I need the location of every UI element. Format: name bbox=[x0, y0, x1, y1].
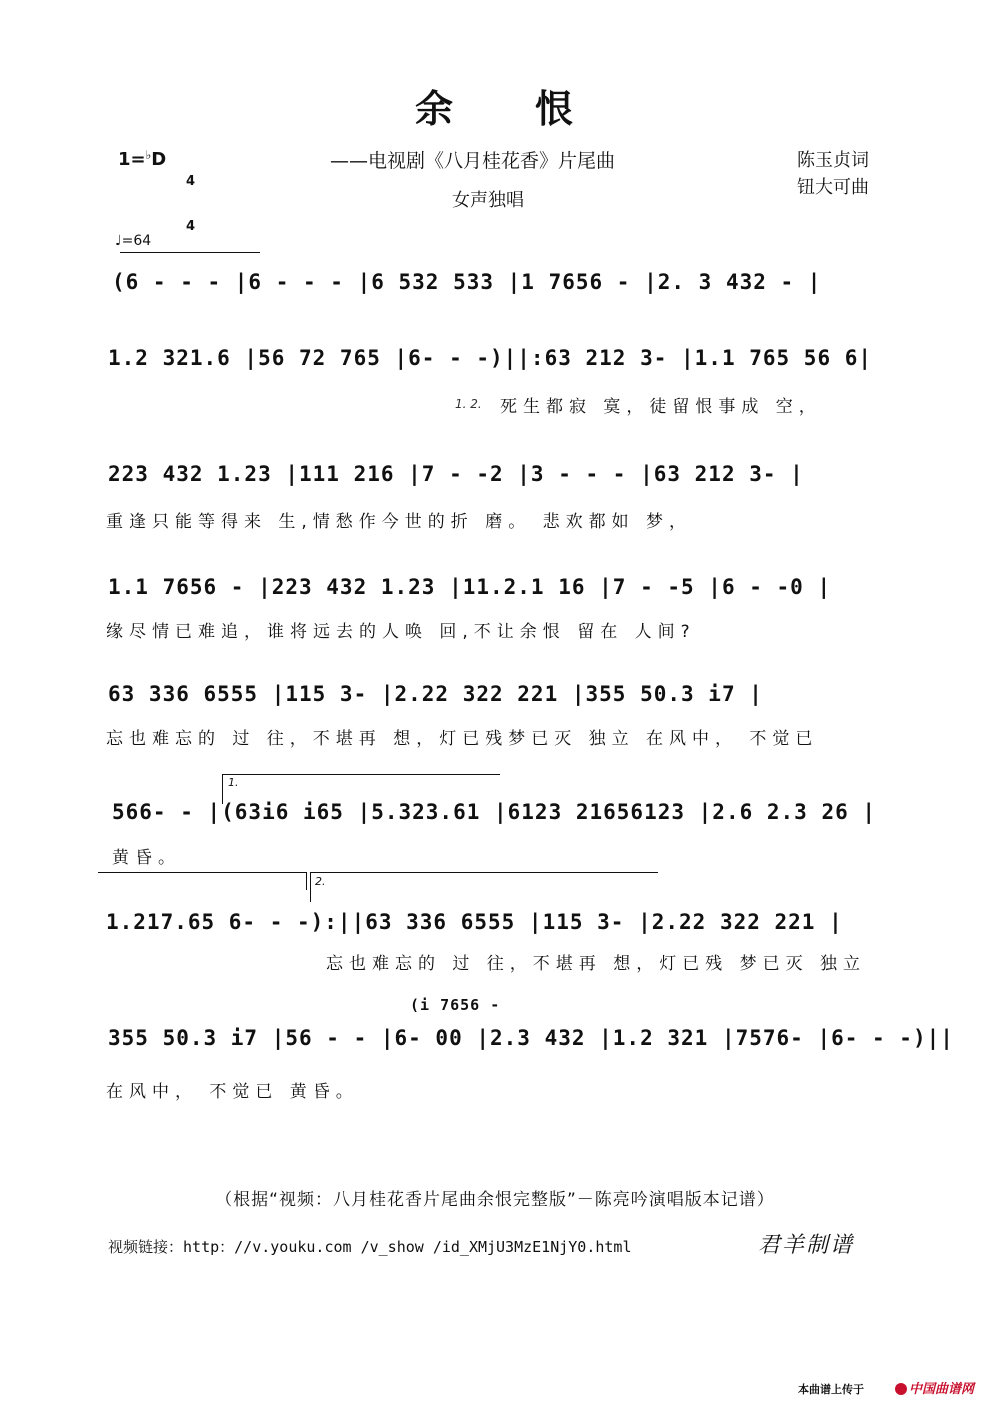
slur-line bbox=[120, 252, 260, 253]
score-line-3: 223 432 1.23 |111 216 |7 - -2 |3 - - - |63 212 3- | bbox=[108, 462, 804, 486]
key-signature bbox=[118, 148, 166, 170]
key-note: D bbox=[151, 149, 167, 170]
score-line-7: 1.217.65 6- - -):||63 336 6555 |115 3- |2.22 322 221 | bbox=[106, 910, 843, 934]
score-line-6: 566- - |(63i6 i65 |5.323.61 |6123 21656123 |2.6 2.3 26 | bbox=[112, 800, 877, 824]
score-line-5: 63 336 6555 |115 3- |2.22 322 221 |355 50.3 i7 | bbox=[108, 682, 763, 706]
time-signature bbox=[186, 144, 195, 249]
lyrics-line-8: 在风中， 不觉已 黄昏。 bbox=[106, 1082, 359, 1102]
site-name: 中国曲谱网 bbox=[909, 1382, 975, 1397]
page-title: 余 恨 bbox=[414, 86, 575, 131]
score-line-1: (6 - - - |6 - - - |6 532 533 |1 7656 - |2. 3 432 - | bbox=[112, 270, 822, 294]
score-line-8: 355 50.3 i7 |56 - - |6- 00 |2.3 432 |1.2 321 |7576- |6- - -)|| bbox=[108, 1026, 954, 1050]
flat-symbol: ♭ bbox=[145, 148, 152, 162]
lyricist: 陈玉贞词 bbox=[797, 150, 869, 171]
composer: 钮大可曲 bbox=[797, 177, 869, 198]
volta-1-continuation bbox=[98, 872, 306, 873]
score-line-4: 1.1 7656 - |223 432 1.23 |11.2.1 16 |7 - -5 |6 - -0 | bbox=[108, 575, 832, 599]
video-link-label: 视频链接： bbox=[108, 1238, 184, 1256]
lyrics-line-4: 缘尽情已难追，谁将远去的人唤 回,不让余恨 留在 人间? bbox=[106, 622, 696, 642]
lyrics-line-3: 重逢只能等得来 生,情愁作今世的折 磨。 悲欢都如 梦， bbox=[106, 512, 693, 532]
lyrics-line-6: 黄昏。 bbox=[112, 848, 181, 868]
video-url[interactable]: http：//v.youku.com /v_show /id_XMjU3MzE1NjY0.html bbox=[183, 1238, 632, 1256]
volta-1-end bbox=[306, 872, 307, 890]
score-line-2: 1.2 321.6 |56 72 765 |6- - -)||:63 212 3- |1.1 765 56 6| bbox=[108, 346, 873, 370]
tempo-mark: ♩=64 bbox=[115, 233, 152, 249]
volta-2-label: 2. bbox=[315, 875, 326, 888]
video-link bbox=[108, 1236, 632, 1257]
meter-bottom: 4 bbox=[186, 219, 196, 234]
volta-2-bracket-side bbox=[310, 872, 311, 902]
cue-notes: (i 7656 - bbox=[410, 996, 501, 1014]
lyrics-line-5: 忘也难忘的 过 往，不堪再 想，灯已残梦已灭 独立 在风中， 不觉已 bbox=[106, 729, 819, 749]
lyrics-line-2: 死生都寂 寞，徒留恨事成 空， bbox=[500, 397, 822, 417]
key-prefix: 1= bbox=[118, 149, 146, 170]
voice-type: 女声独唱 bbox=[452, 190, 524, 211]
lyrics-line-7: 忘也难忘的 过 往，不堪再 想，灯已残 梦已灭 独立 bbox=[326, 954, 867, 974]
upload-note: 本曲谱上传于 bbox=[798, 1383, 864, 1396]
transcription-note: （根据“视频：八月桂花香片尾曲余恨完整版”－陈亮吟演唱版本记谱） bbox=[215, 1190, 775, 1210]
transcriber-signature: 君羊制谱 bbox=[758, 1233, 855, 1258]
verse-number: 1. 2. bbox=[455, 397, 482, 411]
site-logo[interactable] bbox=[895, 1378, 974, 1397]
subtitle: ——电视剧《八月桂花香》片尾曲 bbox=[330, 150, 616, 172]
meter-top: 4 bbox=[186, 174, 196, 189]
volta-1-bracket bbox=[222, 774, 500, 775]
site-logo-icon bbox=[895, 1383, 907, 1395]
volta-1-label: 1. bbox=[228, 776, 239, 789]
volta-2-bracket bbox=[310, 872, 658, 873]
